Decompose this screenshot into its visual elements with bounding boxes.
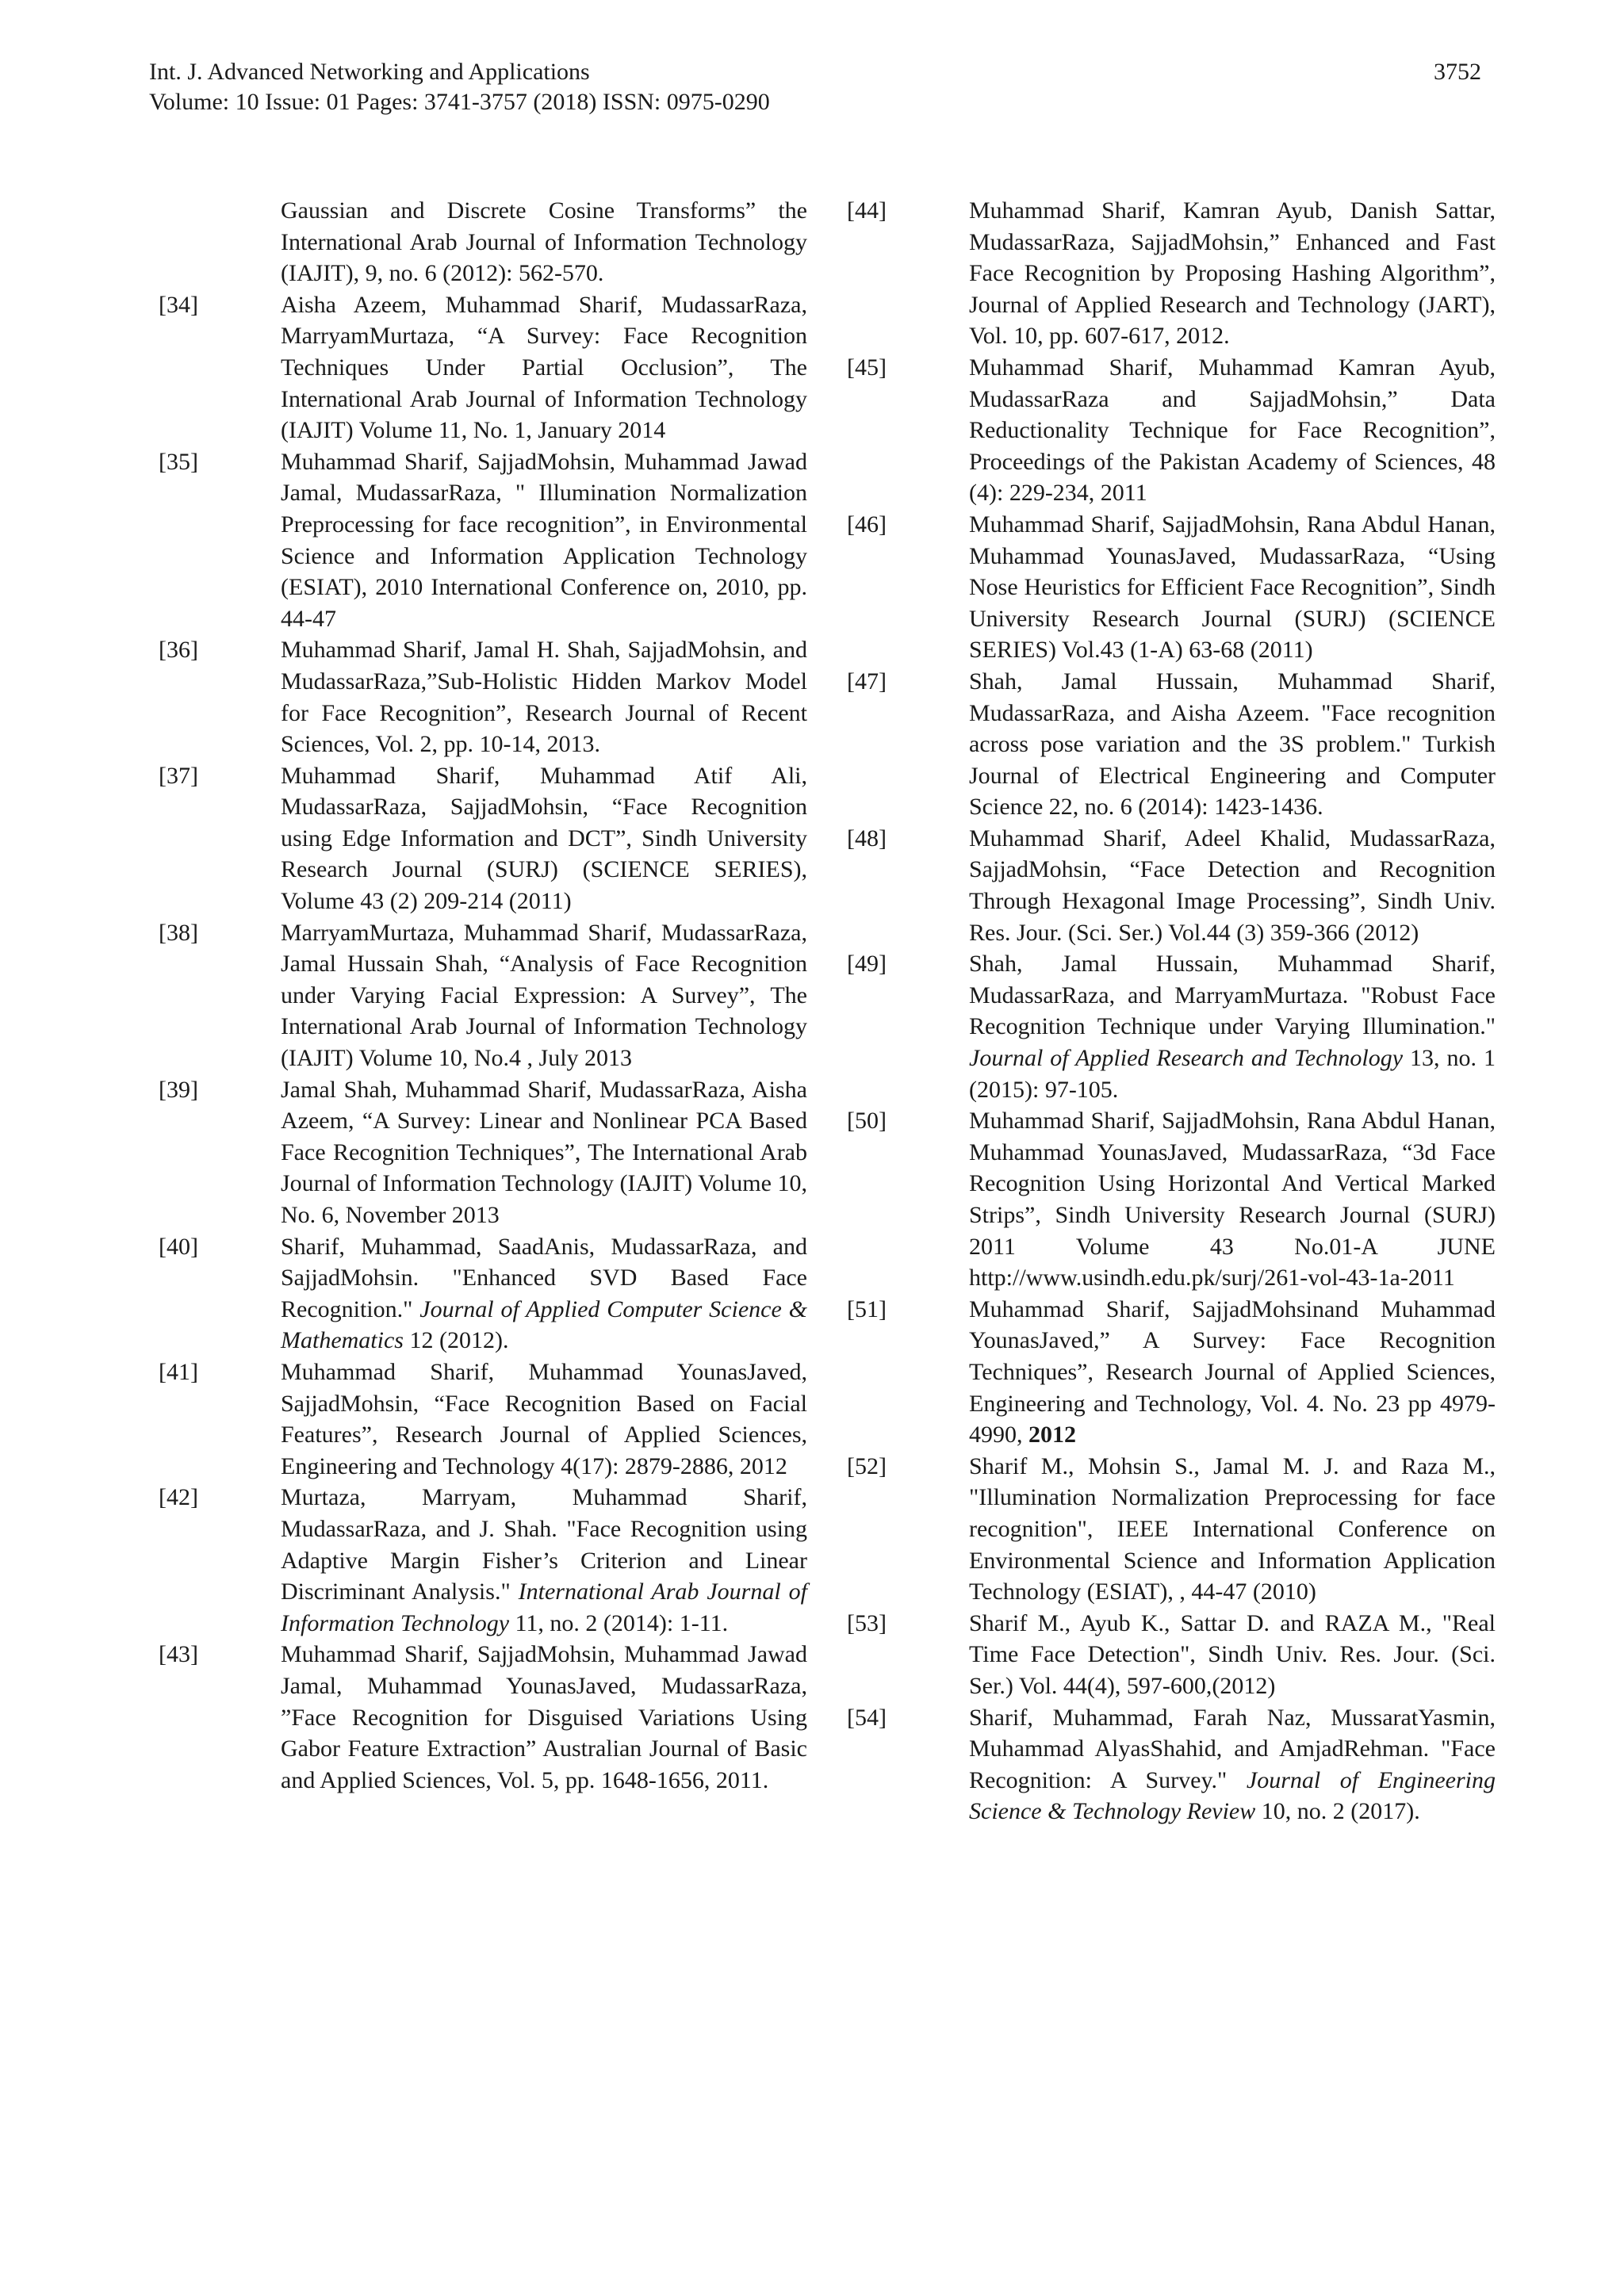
reference-text [969,352,1496,509]
reference-entry [847,948,1496,1105]
reference-text-part: Gaussian and Discrete Cosine Transforms” the International Arab Journal of Information Technology (IAJIT), 9, no. 6 (2012): 562-570. [281,197,807,287]
reference-entry [159,1231,807,1357]
volume-line: Volume: 10 Issue: 01 Pages: 3741-3757 (2018) ISSN: 0975-0290 [149,89,770,115]
journal-name: Int. J. Advanced Networking and Applications [149,59,590,85]
reference-text [281,1357,807,1482]
reference-entry [159,289,807,446]
reference-text-part: Muhammad Sharif, Kamran Ayub, Danish Sattar, MudassarRaza, SajjadMohsin,” Enhanced and Fast Face Recognition by Proposing Hashing Algorithm”, Journal of Applied Research and Technology (JART), Vol. 10, pp. 607-617, 2012. [969,197,1496,350]
reference-number: [34] [159,291,198,318]
reference-text-part: 12 (2012). [403,1327,509,1354]
reference-number: [52] [847,1452,887,1479]
reference-text [969,948,1496,1105]
reference-text-part: Aisha Azeem, Muhammad Sharif, MudassarRaza, MarryamMurtaza, “A Survey: Face Recognition Techniques Under Partial Occlusion”, The International Arab Journal of Information Technology (IAJIT) Volume 11, No. 1, January 2014 [281,291,807,444]
reference-entry [159,634,807,760]
references-left-column [159,195,807,1796]
reference-number: [51] [847,1295,887,1322]
reference-text-part: 11, no. 2 (2014): 1-11. [509,1609,729,1636]
reference-text-part: Muhammad Sharif, Muhammad Kamran Ayub, MudassarRaza and SajjadMohsin,” Data Reductionality Technique for Face Recognition”, Proceedings of the Pakistan Academy of Sciences, 48 (4): 229-234, 2011 [969,354,1496,507]
reference-text [969,1294,1496,1451]
reference-number: [40] [159,1233,198,1260]
reference-text-part: Muhammad Sharif, SajjadMohsin, Rana Abdul Hanan, Muhammad YounasJaved, MudassarRaza, “Using Nose Heuristics for Efficient Face Recognition”, Sindh University Research Journal (SURJ) (SCIENCE SERIES) Vol.43 (1-A) 63-68 (2011) [969,511,1496,664]
reference-number: [46] [847,511,887,538]
reference-text [281,1074,807,1231]
reference-entry [847,1294,1496,1451]
reference-entry [159,1482,807,1639]
reference-text [281,760,807,917]
reference-text-part: Muhammad Sharif, SajjadMohsin, Muhammad Jawad Jamal, MudassarRaza, " Illumination Normalization Preprocessing for face recognition”, in Environmental Science and Information Application Technology (ESIAT), 2010 International Conference on, 2010, pp. 44-47 [281,448,807,632]
reference-number: [48] [847,825,887,851]
reference-entry [847,195,1496,352]
reference-text-part: Shah, Jamal Hussain, Muhammad Sharif, MudassarRaza, and Aisha Azeem. "Face recognition across pose variation and the 3S problem." Turkish Journal of Electrical Engineering and Computer Science 22, no. 6 (2014): 1423-1436. [969,668,1496,821]
reference-entry [847,1608,1496,1702]
reference-number: [44] [847,197,887,224]
reference-text [969,195,1496,352]
reference-number: [35] [159,448,198,475]
reference-text-part: Muhammad Sharif, SajjadMohsin, Muhammad Jawad Jamal, Muhammad YounasJaved, MudassarRaza, ”Face Recognition for Disguised Variations Using Gabor Feature Extraction” Australian Journal of Basic and Applied Sciences, Vol. 5, pp. 1648-1656, 2011. [281,1641,807,1793]
reference-text [969,1105,1496,1294]
reference-number: [36] [159,637,198,664]
reference-text [969,823,1496,948]
reference-entry [159,1357,807,1482]
reference-number: [50] [847,1108,887,1135]
reference-text [969,509,1496,666]
reference-text-part: Muhammad Sharif, Adeel Khalid, MudassarRaza, SajjadMohsin, “Face Detection and Recognition Through Hexagonal Image Processing”, Sindh Univ. Res. Jour. (Sci. Ser.) Vol.44 (3) 359-366 (2012) [969,825,1496,946]
reference-number: [42] [159,1484,198,1511]
reference-venue-italic: Journal of Applied Computer Science & Mathematics [281,1295,807,1354]
reference-entry [159,1074,807,1231]
reference-text-part: Sharif M., Mohsin S., Jamal M. J. and Raza M., "Illumination Normalization Preprocessing for face recognition", IEEE International Conference on Environmental Science and Information Application Technology (ESIAT), , 44-47 (2010) [969,1452,1496,1605]
reference-number: [38] [159,919,198,946]
reference-entry [159,1639,807,1796]
reference-text [281,1482,807,1639]
reference-entry [847,1702,1496,1827]
reference-number: [39] [159,1076,198,1103]
reference-entry [847,1105,1496,1294]
reference-text-part: Muhammad Sharif, SajjadMohsinand Muhammad YounasJaved,” A Survey: Face Recognition Techniques”, Research Journal of Applied Sciences, Engineering and Technology, Vol. 4. No. 23 pp 4979-4990, [969,1295,1496,1448]
reference-text [281,1231,807,1357]
reference-number: [41] [159,1358,198,1385]
reference-number: [37] [159,762,198,789]
reference-entry [847,509,1496,666]
reference-year-bold: 2012 [1028,1422,1076,1448]
reference-text-part: MarryamMurtaza, Muhammad Sharif, MudassarRaza, Jamal Hussain Shah, “Analysis of Face Recognition under Varying Facial Expression: A Survey”, The International Arab Journal of Information Technology (IAJIT) Volume 10, No.4 , July 2013 [281,919,807,1072]
page-number: 3752 [1434,59,1481,85]
references-right-column [847,195,1496,1827]
reference-text [281,634,807,760]
reference-venue-italic: Journal of Engineering Science & Technology Review [969,1766,1496,1825]
reference-text [281,446,807,635]
reference-number: [54] [847,1704,887,1731]
reference-number: [45] [847,354,887,381]
reference-text-part: 13, no. 1 (2015): 97-105. [969,1045,1496,1103]
reference-entry [159,760,807,917]
reference-number: [47] [847,668,887,695]
reference-text [969,1451,1496,1608]
reference-entry [847,352,1496,509]
reference-text [281,1639,807,1796]
reference-number: [43] [159,1641,198,1668]
reference-text-part: Muhammad Sharif, SajjadMohsin, Rana Abdul Hanan, Muhammad YounasJaved, MudassarRaza, “3d Face Recognition Using Horizontal And Vertical Marked Strips”, Sindh University Research Journal (SURJ) 2011 Volume 43 No.01-A JUNE http://www.usindh.edu.pk/surj/261-vol-43-1a-2011 [969,1108,1496,1292]
reference-entry [847,823,1496,948]
reference-continuation [159,195,807,289]
reference-text [969,666,1496,823]
reference-text [281,195,807,289]
reference-venue-italic: Journal of Applied Research and Technology [969,1045,1404,1072]
header-line-1 [149,57,1481,87]
reference-text-part: Sharif, Muhammad, SaadAnis, MudassarRaza, and SajjadMohsin. "Enhanced SVD Based Face Recognition." [281,1233,807,1322]
reference-text-part: Muhammad Sharif, Muhammad Atif Ali, MudassarRaza, SajjadMohsin, “Face Recognition using Edge Information and DCT”, Sindh University Research Journal (SURJ) (SCIENCE SERIES), Volume 43 (2) 209-214 (2011) [281,762,807,915]
reference-text [969,1702,1496,1827]
reference-text-part: Muhammad Sharif, Muhammad YounasJaved, SajjadMohsin, “Face Recognition Based on Facial Features”, Research Journal of Applied Sciences, Engineering and Technology 4(17): 2879-2886, 2012 [281,1358,807,1479]
reference-number: [49] [847,951,887,978]
reference-venue-italic: International Arab Journal of Information Technology [281,1578,807,1636]
reference-entry [159,917,807,1074]
reference-text-part: Jamal Shah, Muhammad Sharif, MudassarRaza, Aisha Azeem, “A Survey: Linear and Nonlinear PCA Based Face Recognition Techniques”, The International Arab Journal of Information Technology (IAJIT) Volume 10, No. 6, November 2013 [281,1076,807,1228]
reference-text [281,289,807,446]
reference-entry [847,1451,1496,1608]
reference-text-part: Muhammad Sharif, Jamal H. Shah, SajjadMohsin, and MudassarRaza,”Sub-Holistic Hidden Markov Model for Face Recognition”, Research Journal of Recent Sciences, Vol. 2, pp. 10-14, 2013. [281,637,807,758]
reference-text-part: 10, no. 2 (2017). [1255,1798,1420,1825]
reference-text [969,1608,1496,1702]
reference-text [281,917,807,1074]
page-header [149,57,1481,117]
reference-text-part: Sharif, Muhammad, Farah Naz, MussaratYasmin, Muhammad AlyasShahid, and AmjadRehman. "Face Recognition: A Survey." [969,1704,1496,1793]
reference-number: [53] [847,1609,887,1636]
reference-text-part: Sharif M., Ayub K., Sattar D. and RAZA M., "Real Time Face Detection", Sindh Univ. Res. Jour. (Sci. Ser.) Vol. 44(4), 597-600,(2012) [969,1609,1496,1699]
reference-entry [847,666,1496,823]
reference-text-part: Murtaza, Marryam, Muhammad Sharif, MudassarRaza, and J. Shah. "Face Recognition using Adaptive Margin Fisher’s Criterion and Linear Discriminant Analysis." [281,1484,807,1605]
reference-text-part: Shah, Jamal Hussain, Muhammad Sharif, MudassarRaza, and MarryamMurtaza. "Robust Face Recognition Technique under Varying Illumination." [969,951,1496,1040]
reference-entry [159,446,807,635]
